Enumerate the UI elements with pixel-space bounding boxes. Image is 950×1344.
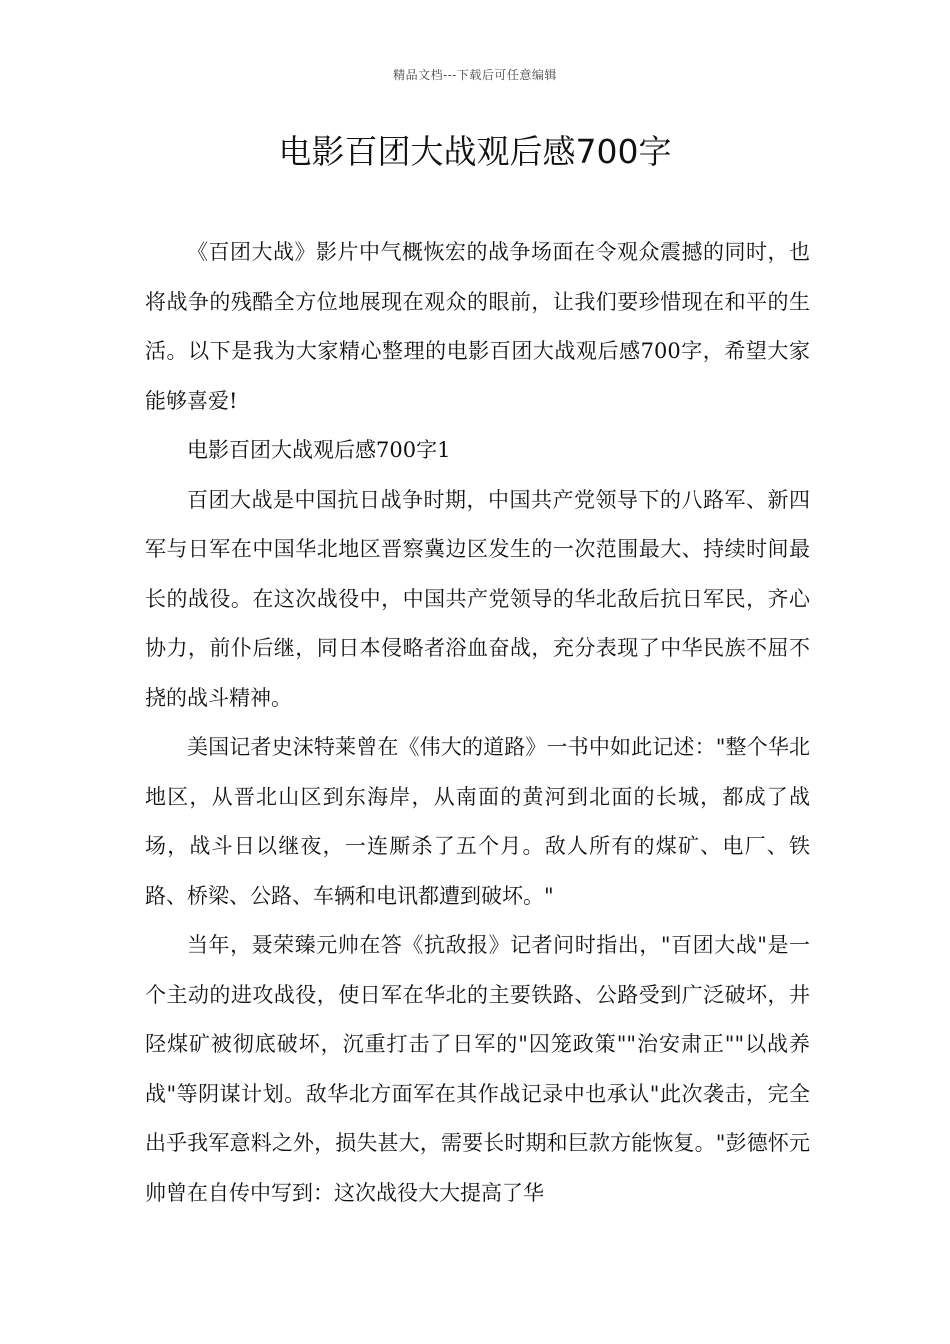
document-title: 电影百团大战观后感700字 (278, 132, 672, 171)
body-paragraph: 百团大战是中国抗日战争时期，中国共产党领导下的八路军、新四军与日军在中国华北地区晋察冀边区发生的一次范围最大、持续时间最长的战役。在这次战役中，中国共产党领导的华北敌后抗日军民，齐心协力，前仆后继，同日本侵略者浴血奋战，充分表现了中华民族不屈不挠的战斗精神。 (145, 487, 810, 710)
document-body (145, 228, 810, 1218)
body-paragraph: 美国记者史沫特莱曾在《伟大的道路》一书中如此记述："整个华北地区，从晋北山区到东海岸，从南面的黄河到北面的长城，都成了战场，战斗日以继夜，一连厮杀了五个月。敌人所有的煤矿、电厂、铁路、桥梁、公路、车辆和电讯都遭到破坏。" (145, 735, 810, 908)
section-heading: 电影百团大战观后感700字1 (187, 438, 451, 462)
intro-paragraph: 《百团大战》影片中气概恢宏的战争场面在令观众震撼的同时，也将战争的残酷全方位地展现在观众的眼前，让我们要珍惜现在和平的生活。以下是我为大家精心整理的电影百团大战观后感700字，希望大家能够喜爱! (145, 240, 810, 413)
page-header: 精品文档---下载后可任意编辑 (393, 68, 557, 82)
body-paragraph: 当年，聂荣臻元帅在答《抗敌报》记者问时指出，"百团大战"是一个主动的进攻战役，使日军在华北的主要铁路、公路受到广泛破坏，井陉煤矿被彻底破坏，沉重打击了日军的"囚笼政策""治安肃正""以战养战"等阴谋计划。敌华北方面军在其作战记录中也承认"此次袭击，完全出乎我军意料之外，损失甚大，需要长时期和巨款方能恢复。"彭德怀元帅曾在自传中写到：这次战役大大提高了华 (145, 933, 810, 1205)
